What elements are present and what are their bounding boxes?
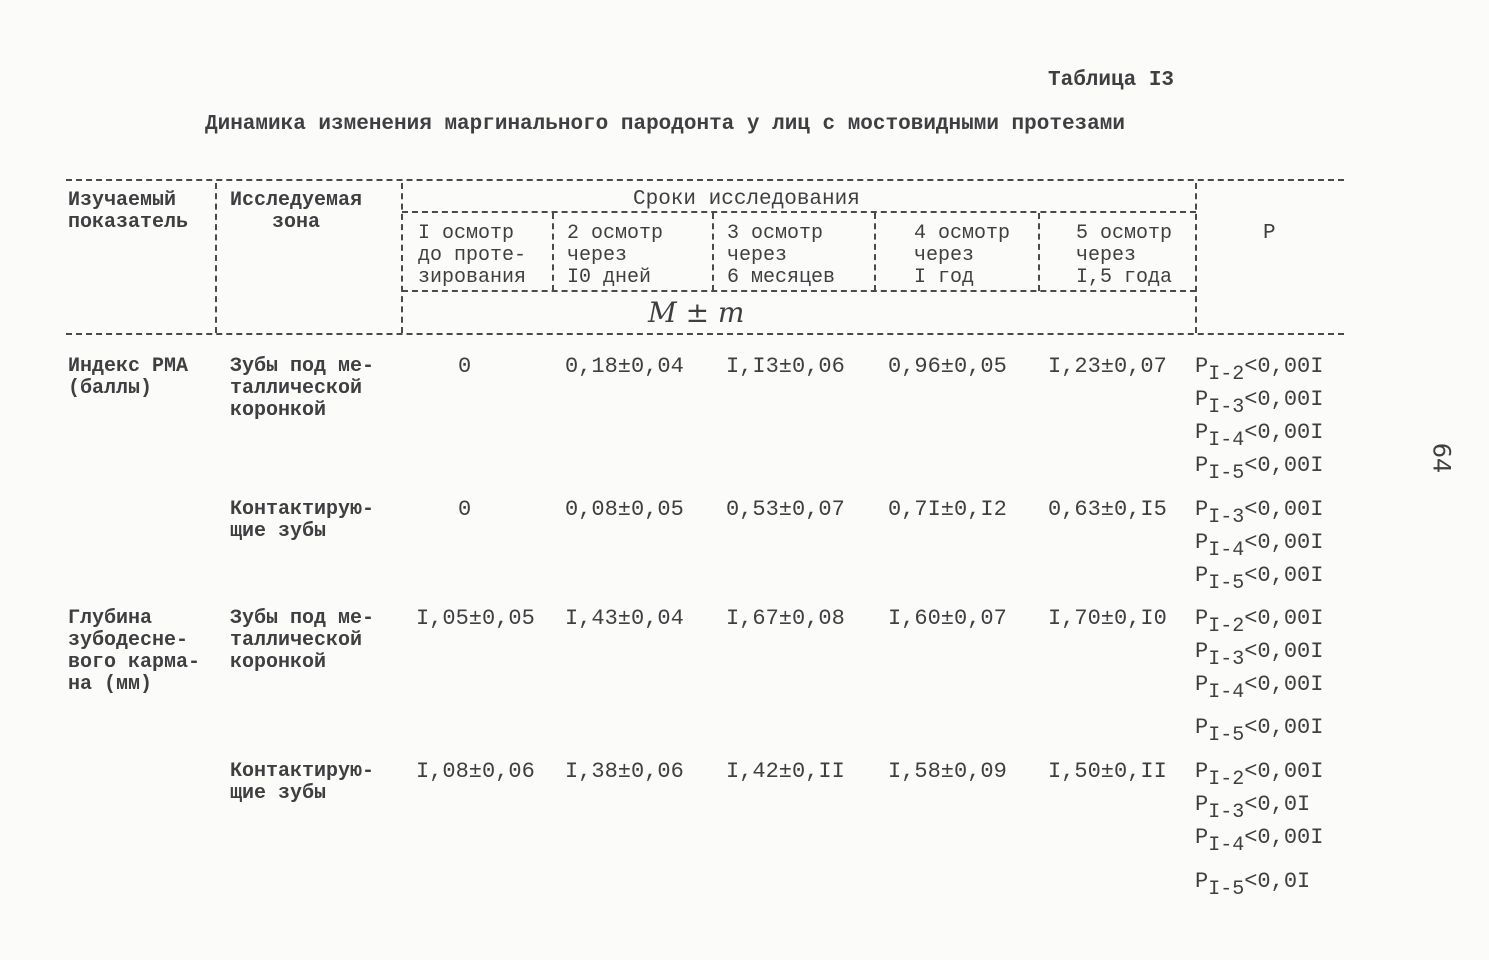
p-value: $P_{I-3}<0,00I$ (1195, 387, 1324, 419)
value-cell: 0,7I±0,I2 (888, 497, 1007, 522)
p-value: $P_{I-4}<0,00I$ (1195, 420, 1324, 452)
value-cell: I,50±0,II (1048, 759, 1167, 784)
value-cell: 0,96±0,05 (888, 354, 1007, 379)
row-indicator: Глубина зубодесне- вого карма- на (мм) (68, 607, 201, 696)
terms-rule (402, 211, 1196, 213)
header-visit-4: 4 осмотр через I год (914, 222, 1011, 289)
header-visit-5: 5 осмотр через I,5 года (1076, 222, 1173, 289)
value-cell: I,58±0,09 (888, 759, 1007, 784)
col-divider (552, 213, 554, 291)
row-zone: Зубы под ме- таллической коронкой (230, 607, 375, 674)
value-cell: I,43±0,04 (565, 606, 684, 631)
value-cell: I,42±0,II (726, 759, 845, 784)
value-cell: I,23±0,07 (1048, 354, 1167, 379)
header-p: P (1263, 222, 1276, 245)
value-cell: I,70±0,I0 (1048, 606, 1167, 631)
header-bottom-rule (66, 333, 1344, 335)
p-value: $P_{I-4}<0,00I$ (1195, 672, 1324, 704)
col-divider (874, 213, 876, 291)
p-value: $P_{I-2}<0,00I$ (1195, 759, 1324, 791)
header-indicator: Изучаемый показатель (68, 189, 189, 234)
value-cell: I,38±0,06 (565, 759, 684, 784)
value-cell: 0,63±0,I5 (1048, 497, 1167, 522)
col-divider (1195, 183, 1197, 333)
header-terms: Сроки исследования (633, 188, 860, 211)
page-number: 64 (1427, 442, 1456, 474)
p-value: $P_{I-5}<0,0I$ (1195, 869, 1311, 901)
visits-rule (402, 290, 1196, 292)
p-value: $P_{I-3}<0,0I$ (1195, 792, 1311, 824)
col-divider (215, 183, 217, 333)
value-cell: 0 (458, 497, 472, 522)
p-value: $P_{I-4}<0,00I$ (1195, 530, 1324, 562)
table-title: Динамика изменения маргинального пародонта у лиц с мостовидными протезами (205, 113, 1125, 136)
p-value: $P_{I-5}<0,00I$ (1195, 453, 1324, 485)
value-cell: I,I3±0,06 (726, 354, 845, 379)
p-value: $P_{I-2}<0,00I$ (1195, 354, 1324, 386)
header-top-rule (66, 179, 1344, 181)
value-cell: I,05±0,05 (416, 606, 535, 631)
p-value: $P_{I-5}<0,00I$ (1195, 563, 1324, 595)
row-zone: Зубы под ме- таллической коронкой (230, 355, 375, 422)
row-zone: Контактирую- щие зубы (230, 760, 375, 805)
col-divider (1038, 213, 1040, 291)
header-visit-1: I осмотр до проте- зирования (418, 222, 527, 289)
p-value: $P_{I-4}<0,00I$ (1195, 825, 1324, 857)
row-indicator: Индекс РМА (баллы) (68, 355, 189, 400)
header-visit-3: 3 осмотр через 6 месяцев (727, 222, 836, 289)
stat-label: M ± m (648, 296, 745, 329)
value-cell: 0,18±0,04 (565, 354, 684, 379)
value-cell: I,60±0,07 (888, 606, 1007, 631)
value-cell: 0 (458, 354, 472, 379)
p-value: $P_{I-2}<0,00I$ (1195, 606, 1324, 638)
value-cell: 0,53±0,07 (726, 497, 845, 522)
header-zone: Исследуемая зона (230, 189, 363, 234)
value-cell: 0,08±0,05 (565, 497, 684, 522)
p-value: $P_{I-3}<0,00I$ (1195, 639, 1324, 671)
table-label: Таблица I3 (1048, 69, 1175, 92)
col-divider (712, 213, 714, 291)
p-value: $P_{I-5}<0,00I$ (1195, 715, 1324, 747)
value-cell: I,67±0,08 (726, 606, 845, 631)
row-zone: Контактирую- щие зубы (230, 498, 375, 543)
p-value: $P_{I-3}<0,00I$ (1195, 497, 1324, 529)
header-visit-2: 2 осмотр через I0 дней (567, 222, 664, 289)
col-divider (401, 183, 403, 333)
value-cell: I,08±0,06 (416, 759, 535, 784)
